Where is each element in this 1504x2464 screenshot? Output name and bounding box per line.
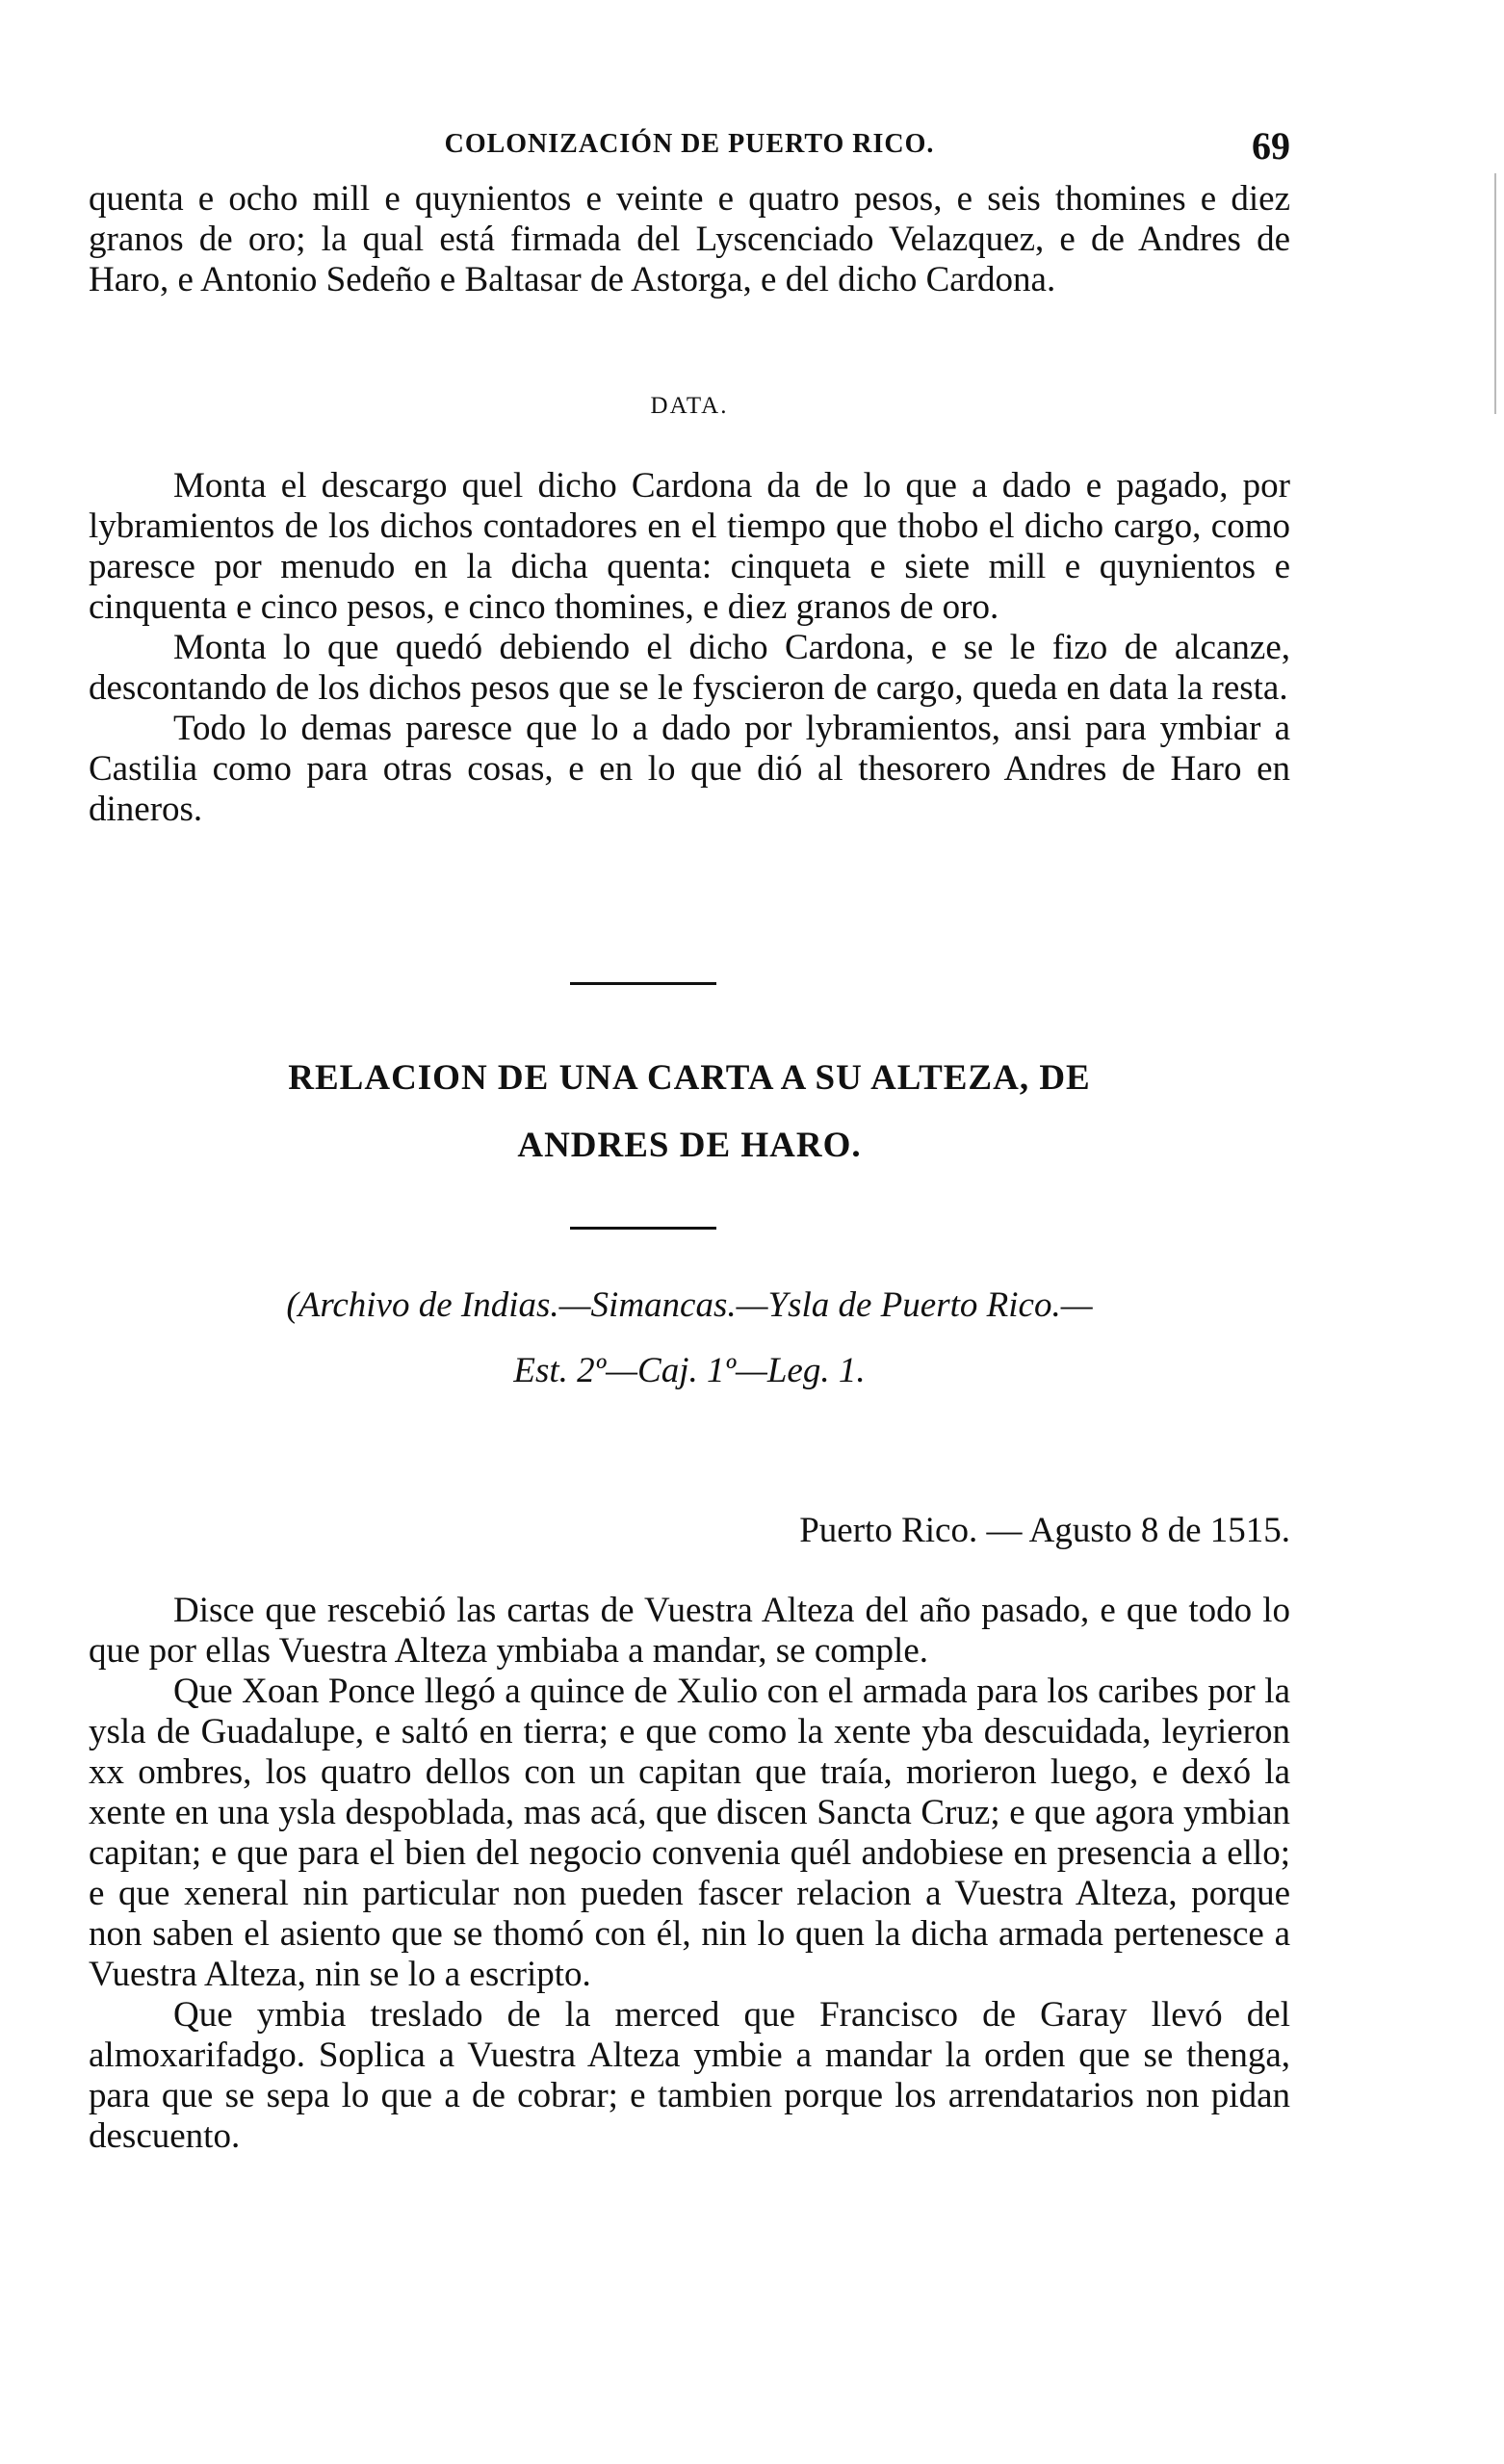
letter-summary xyxy=(89,1591,1290,2157)
data-paragraph: Monta el descargo quel dicho Cardona da de lo que a dado e pagado, por lybramientos de los dichos contadores en el tiempo que thobo el dicho cargo, como paresce por menudo en la dicha quenta: cinqueta e siete mill e quynientos e cinquenta e cinco pesos, e cinco thomines, e diez granos de oro. xyxy=(89,466,1290,627)
section-title-line-1: RELACION DE UNA CARTA A SU ALTEZA, DE xyxy=(288,1058,1091,1098)
opening-paragraph: quenta e ocho mill e quynientos e veinte e quatro pesos, e seis thomines e diez granos de oro; la qual está firmada del Lyscenciado Velazquez, e de Andres de Haro, e Antonio Sedeño e Baltasar de Astorga, e del dicho Cardona. xyxy=(89,179,1290,299)
letter-paragraph: Disce que rescebió las cartas de Vuestra Alteza del año pasado, e que todo lo que por ellas Vuestra Alteza ymbiaba a mandar, se comple. xyxy=(89,1591,1290,1671)
running-title: COLONIZACIÓN DE PUERTO RICO. xyxy=(444,129,935,159)
data-paragraph: Todo lo demas paresce que lo a dado por lybramientos, ansi para ymbiar a Castilia como para otras cosas, e en lo que dió al thesorero Andres de Haro en dineros. xyxy=(89,709,1290,829)
opening-text xyxy=(89,179,1290,300)
section-title-line-2: ANDRES DE HARO. xyxy=(517,1126,862,1165)
page-edge-line xyxy=(1494,173,1496,414)
data-paragraph: Monta lo que quedó debiendo el dicho Cardona, e se le fizo de alcanze, descontando de los dichos pesos que se le fyscieron de cargo, queda en data la resta. xyxy=(89,628,1290,708)
letter-paragraph: Que Xoan Ponce llegó a quince de Xulio con el armada para los caribes por la ysla de Guadalupe, e saltó en tierra; e que como la xente yba descuidada, leyrieron xx ombres, los quatro dellos con un capitan que traía, morieron luego, e dexó la xente en una ysla despoblada, mas acá, que discen Sancta Cruz; e que agora ymbian capitan; e que para el bien del negocio convenia quél andobiese en presencia a ello; e que xeneral nin particular non pueden fascer relacion a Vuestra Alteza, porque non saben el asiento que se thomó con él, nin lo quen la dicha armada pertenesce a Vuestra Alteza, nin se lo a escripto. xyxy=(89,1672,1290,1994)
letter-paragraph: Que ymbia treslado de la merced que Francisco de Garay llevó del almoxarifadgo. Soplica a Vuestra Alteza ymbie a mandar la orden que se thenga, para que se sepa lo que a de cobrar; e tambien porque los arrendatarios non pidan descuento. xyxy=(89,1995,1290,2156)
archive-citation-line-2: Est. 2º—Caj. 1º—Leg. 1. xyxy=(513,1351,866,1390)
divider-rule xyxy=(570,1227,716,1230)
data-section xyxy=(89,466,1290,830)
divider-rule xyxy=(570,982,716,985)
dateline: Puerto Rico. — Agusto 8 de 1515. xyxy=(799,1511,1290,1550)
running-head xyxy=(89,123,1290,169)
data-heading: DATA. xyxy=(650,393,729,419)
archive-citation-line-1: (Archivo de Indias.—Simancas.—Ysla de Puerto Rico.— xyxy=(286,1285,1093,1325)
page-number: 69 xyxy=(1252,124,1290,168)
